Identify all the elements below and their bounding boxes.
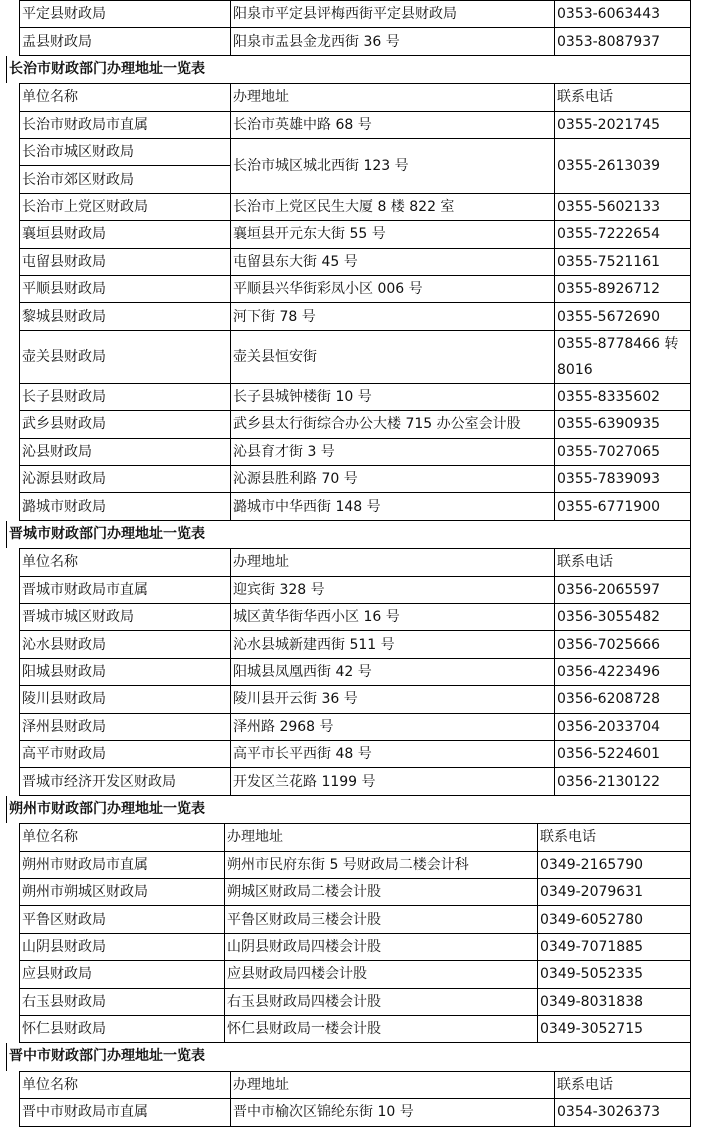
unit-name-cell: 长治市城区财政局 [20, 139, 231, 166]
unit-name-cell: 盂县财政局 [20, 28, 231, 55]
table-row [20, 879, 691, 906]
address-cell: 山阴县财政局四楼会计股 [225, 933, 538, 960]
address-table [19, 83, 691, 520]
section-title: 晋城市财政部门办理地址一览表 [6, 521, 691, 549]
unit-name-cell: 晋城市财政局市直属 [20, 576, 231, 603]
table-row [20, 961, 691, 988]
address-cell: 长治市上党区民生大厦 8 楼 822 室 [231, 193, 555, 220]
table-row [20, 576, 691, 603]
address-cell: 应县财政局四楼会计股 [225, 961, 538, 988]
table-row [20, 713, 691, 740]
phone-cell: 0355-8778466 转 8016 [555, 330, 691, 383]
table-row [20, 276, 691, 303]
address-cell: 陵川县开云街 36 号 [231, 686, 555, 713]
phone-cell: 0349-5052335 [538, 961, 691, 988]
phone-cell: 0349-2165790 [538, 851, 691, 878]
unit-name-cell: 壶关县财政局 [20, 330, 231, 383]
header-row [20, 549, 691, 576]
phone-cell: 0349-3052715 [538, 1016, 691, 1043]
phone-cell: 0353-8087937 [555, 28, 691, 55]
table-row [20, 193, 691, 220]
phone-cell: 0355-8926712 [555, 276, 691, 303]
section-title: 朔州市财政部门办理地址一览表 [6, 796, 691, 824]
column-header-address: 办理地址 [225, 824, 538, 851]
column-header-phone: 联系电话 [555, 549, 691, 576]
phone-cell: 0355-7222654 [555, 221, 691, 248]
section-block [0, 56, 703, 521]
phone-cell: 0356-6208728 [555, 686, 691, 713]
table-row [20, 28, 691, 55]
address-cell: 壶关县恒安街 [231, 330, 555, 383]
address-table [19, 548, 691, 796]
section-title: 晋中市财政部门办理地址一览表 [6, 1043, 691, 1071]
table-row [20, 465, 691, 492]
table-row [20, 248, 691, 275]
phone-cell: 0355-7521161 [555, 248, 691, 275]
column-header-name: 单位名称 [20, 84, 231, 111]
unit-name-cell: 高平市财政局 [20, 740, 231, 767]
section-title: 长治市财政部门办理地址一览表 [6, 56, 691, 84]
section-block [0, 796, 703, 1044]
address-cell: 晋中市榆次区锦纶东街 10 号 [231, 1099, 555, 1126]
unit-name-cell: 晋城市城区财政局 [20, 604, 231, 631]
unit-name-cell: 泽州县财政局 [20, 713, 231, 740]
phone-cell: 0356-2065597 [555, 576, 691, 603]
phone-cell: 0356-5224601 [555, 740, 691, 767]
column-header-phone: 联系电话 [555, 1071, 691, 1098]
address-cell: 潞城市中华西街 148 号 [231, 493, 555, 520]
phone-cell: 0349-6052780 [538, 906, 691, 933]
unit-name-cell: 晋中市财政局市直属 [20, 1099, 231, 1126]
table-row [20, 493, 691, 520]
phone-cell: 0356-7025666 [555, 631, 691, 658]
column-header-address: 办理地址 [231, 1071, 555, 1098]
unit-name-cell: 沁源县财政局 [20, 465, 231, 492]
address-cell: 朔城区财政局二楼会计股 [225, 879, 538, 906]
table-row [20, 438, 691, 465]
unit-name-cell: 长治市财政局市直属 [20, 111, 231, 138]
section-block [0, 521, 703, 796]
address-cell: 平鲁区财政局三楼会计股 [225, 906, 538, 933]
phone-cell: 0355-7839093 [555, 465, 691, 492]
table-row [20, 1, 691, 28]
address-cell: 阳泉市平定县评梅西街平定县财政局 [231, 1, 555, 28]
unit-name-cell: 屯留县财政局 [20, 248, 231, 275]
phone-cell: 0355-6771900 [555, 493, 691, 520]
table-row [20, 933, 691, 960]
phone-cell: 0355-6390935 [555, 411, 691, 438]
unit-name-cell: 晋城市经济开发区财政局 [20, 768, 231, 795]
unit-name-cell: 平顺县财政局 [20, 276, 231, 303]
table-row [20, 686, 691, 713]
phone-cell: 0353-6063443 [555, 1, 691, 28]
table-row [20, 383, 691, 410]
address-cell: 河下街 78 号 [231, 303, 555, 330]
unit-name-cell: 沁县财政局 [20, 438, 231, 465]
table-row [20, 740, 691, 767]
table-row [20, 1016, 691, 1043]
table-row [20, 221, 691, 248]
column-header-name: 单位名称 [20, 824, 225, 851]
address-cell: 平顺县兴华街彩凤小区 006 号 [231, 276, 555, 303]
unit-name-cell: 武乡县财政局 [20, 411, 231, 438]
address-cell: 高平市长平西街 48 号 [231, 740, 555, 767]
header-row [20, 824, 691, 851]
unit-name-cell: 平定县财政局 [20, 1, 231, 28]
table-row [20, 111, 691, 138]
table-row [20, 658, 691, 685]
unit-name-cell: 陵川县财政局 [20, 686, 231, 713]
unit-name-cell: 黎城县财政局 [20, 303, 231, 330]
table-row [20, 988, 691, 1015]
header-row [20, 1071, 691, 1098]
phone-cell: 0356-2130122 [555, 768, 691, 795]
address-cell: 襄垣县开元东大街 55 号 [231, 221, 555, 248]
phone-cell: 0355-7027065 [555, 438, 691, 465]
table-row [20, 906, 691, 933]
section-block [0, 1043, 703, 1126]
phone-cell: 0349-8031838 [538, 988, 691, 1015]
unit-name-cell: 沁水县财政局 [20, 631, 231, 658]
address-cell: 泽州路 2968 号 [231, 713, 555, 740]
address-cell: 沁源县胜利路 70 号 [231, 465, 555, 492]
unit-name-cell: 潞城市财政局 [20, 493, 231, 520]
address-cell: 屯留县东大街 45 号 [231, 248, 555, 275]
phone-cell: 0349-7071885 [538, 933, 691, 960]
address-cell: 开发区兰花路 1199 号 [231, 768, 555, 795]
column-header-address: 办理地址 [231, 549, 555, 576]
address-table [19, 1071, 691, 1127]
unit-name-cell: 怀仁县财政局 [20, 1016, 225, 1043]
table-row [20, 604, 691, 631]
address-cell: 阳城县凤凰西街 42 号 [231, 658, 555, 685]
unit-name-cell: 阳城县财政局 [20, 658, 231, 685]
unit-name-cell: 朔州市财政局市直属 [20, 851, 225, 878]
table-row [20, 330, 691, 383]
phone-cell: 0356-4223496 [555, 658, 691, 685]
unit-name-cell: 平鲁区财政局 [20, 906, 225, 933]
address-cell: 沁水县城新建西街 511 号 [231, 631, 555, 658]
address-cell: 长治市英雄中路 68 号 [231, 111, 555, 138]
unit-name-cell: 应县财政局 [20, 961, 225, 988]
address-cell: 阳泉市盂县金龙西街 36 号 [231, 28, 555, 55]
column-header-phone: 联系电话 [538, 824, 691, 851]
unit-name-cell: 襄垣县财政局 [20, 221, 231, 248]
table-row [20, 851, 691, 878]
column-header-address: 办理地址 [231, 84, 555, 111]
unit-name-cell: 山阴县财政局 [20, 933, 225, 960]
phone-cell: 0355-8335602 [555, 383, 691, 410]
table-row [20, 768, 691, 795]
phone-cell: 0355-5672690 [555, 303, 691, 330]
address-cell: 沁县育才街 3 号 [231, 438, 555, 465]
unit-name-cell: 长子县财政局 [20, 383, 231, 410]
address-cell: 朔州市民府东街 5 号财政局二楼会计科 [225, 851, 538, 878]
table-row [20, 411, 691, 438]
address-cell: 怀仁县财政局一楼会计股 [225, 1016, 538, 1043]
phone-cell: 0349-2079631 [538, 879, 691, 906]
unit-name-cell: 长治市郊区财政局 [20, 166, 231, 193]
address-cell: 武乡县太行街综合办公大楼 715 办公室会计股 [231, 411, 555, 438]
phone-cell: 0355-5602133 [555, 193, 691, 220]
phone-cell: 0354-3026373 [555, 1099, 691, 1126]
address-cell: 长子县城钟楼街 10 号 [231, 383, 555, 410]
phone-cell: 0356-2033704 [555, 713, 691, 740]
phone-cell: 0355-2021745 [555, 111, 691, 138]
column-header-name: 单位名称 [20, 549, 231, 576]
phone-cell: 0355-2613039 [555, 139, 691, 194]
header-row [20, 84, 691, 111]
column-header-phone: 联系电话 [555, 84, 691, 111]
table-row [20, 303, 691, 330]
unit-name-cell: 长治市上党区财政局 [20, 193, 231, 220]
table-row [20, 139, 691, 166]
unit-name-cell: 朔州市朔城区财政局 [20, 879, 225, 906]
top-table [19, 0, 691, 56]
address-cell: 城区黄华街华西小区 16 号 [231, 604, 555, 631]
phone-cell: 0356-3055482 [555, 604, 691, 631]
address-table [19, 823, 691, 1043]
table-row [20, 1099, 691, 1126]
address-cell: 迎宾街 328 号 [231, 576, 555, 603]
column-header-name: 单位名称 [20, 1071, 231, 1098]
address-cell: 右玉县财政局四楼会计股 [225, 988, 538, 1015]
address-cell: 长治市城区城北西街 123 号 [231, 139, 555, 194]
unit-name-cell: 右玉县财政局 [20, 988, 225, 1015]
table-row [20, 631, 691, 658]
